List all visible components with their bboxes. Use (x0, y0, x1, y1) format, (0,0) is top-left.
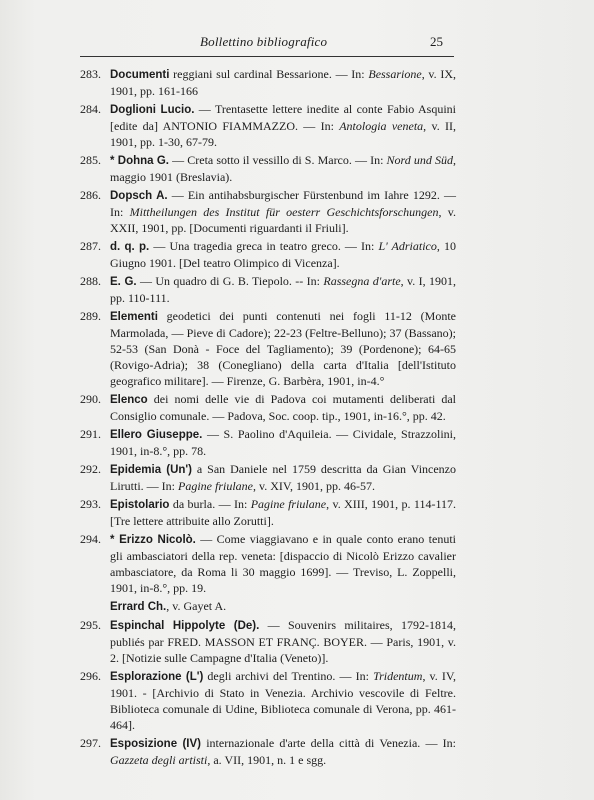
entry-text: — Ein antihabsburgischer Fürstenbund im Iahre 1292. — In: (110, 188, 456, 219)
entry-text: — S. Paolino d'Aquileia. — Cividale, Strazzolini, 1901, in-8.°, pp. 78. (110, 427, 457, 458)
bibliography-entry (80, 152, 456, 185)
entry-text: — Souvenirs militaires, 1792-1814, publiés par FRED. MASSON ET FRANÇ. BOYER. — Paris, 1901, v. 2. [Notizie sulle Campagne d'Italia (Veneto)]. (110, 618, 456, 665)
entry-journal: Rassegna d'arte (323, 274, 401, 288)
bibliography-entry (80, 101, 456, 150)
entry-tail: , v. XIV, 1901, pp. 46-57. (253, 479, 375, 493)
entry-tail: , v. IX, 1901, pp. 161-166 (110, 67, 456, 98)
entry-number: 293. (80, 497, 101, 511)
entry-journal: Pagine friulane (250, 497, 327, 511)
entry-number: 284. (80, 102, 101, 116)
entry-journal: Nord und Süd (386, 153, 453, 167)
bibliography-entry (80, 426, 456, 459)
entry-number: 297. (80, 736, 101, 750)
page-number: 25 (430, 34, 443, 49)
entry-text: da burla. — In: (169, 497, 251, 511)
entry-author: Epidemia (Un') (110, 464, 192, 476)
entry-number: 283. (80, 67, 101, 81)
entry-author: Epistolario (110, 499, 170, 511)
entry-author: Elenco (110, 394, 148, 406)
bibliography-entry (80, 531, 456, 596)
entry-journal: Tridentum (373, 669, 423, 683)
entry-text: dei nomi delle vie di Padova coi mutamenti deliberati dal Consiglio comunale. — Padova, Soc. coop. tip., 1901, in-16.°, pp. 42. (110, 392, 456, 423)
entry-number: 292. (80, 462, 101, 476)
bibliography-entry (80, 668, 456, 733)
bibliography-entry (80, 735, 456, 768)
entry-tail: , v. XXII, 1901, pp. [Documenti riguardanti il Friuli]. (110, 205, 456, 235)
entry-journal: Mittheilungen des Institut für oesterr Geschichtsforschungen (129, 205, 439, 219)
entry-number: 285. (80, 153, 101, 167)
entry-text: a San Daniele nel 1759 descritta da Gian Vincenzo Lirutti. — In: (110, 462, 457, 493)
bibliography-entry (80, 617, 456, 666)
entry-journal: L' Adriatico (378, 239, 437, 253)
entry-author: Dopsch A. (110, 190, 168, 202)
entry-text: reggiani sul cardinal Bessarione. — In: (169, 67, 369, 81)
entry-author: Esplorazione (L') (110, 671, 204, 683)
entry-author: Errard Ch. (110, 601, 167, 613)
entry-tail: , v. IV, 1901. - [Archivio di Stato in Venezia. Archivio vescovile di Feltre. Biblioteca comunale di Udine, Biblioteca comunale di Verona, pp. 461-464]. (110, 669, 457, 732)
entry-author: Elementi (110, 311, 158, 323)
entry-author: Doglioni Lucio. (110, 104, 195, 116)
entry-text: internazionale d'arte della città di Venezia. — In: (201, 736, 456, 750)
bibliography-entry (80, 187, 456, 236)
entry-author: Ellero Giuseppe. (110, 429, 203, 441)
entry-number: 290. (80, 392, 101, 406)
entry-text: — Creta sotto il vessillo di S. Marco. — In: (169, 153, 387, 167)
entry-tail: , v. II, 1901, pp. 1-30, 67-79. (110, 119, 456, 149)
entry-number: 295. (80, 618, 101, 632)
entry-number: 296. (80, 669, 101, 683)
header-rule (80, 56, 454, 57)
entry-number: 286. (80, 188, 101, 202)
entry-text: — Trentasette lettere inedite al conte Fabio Asquini [edite da] ANTONIO FIAMMAZZO. — In: (110, 102, 456, 133)
entry-author: Esposizione (IV) (110, 738, 202, 750)
journal-title: Bollettino bibliografico (200, 34, 328, 49)
running-header (0, 34, 594, 52)
entry-author: * Dohna G. (110, 155, 170, 167)
entry-journal: Gazzeta degli artisti (110, 753, 208, 767)
entry-text: — Un quadro di G. B. Tiepolo. -- In: (136, 274, 324, 288)
entry-tail: , maggio 1901 (Breslavia). (110, 153, 456, 184)
entry-number: 287. (80, 239, 101, 253)
entry-text: — Come viaggiavano e in quale conto erano tenuti gli ambasciatori della rep. veneta: [dispaccio di Nicolò Erizzo cavalier ambasciatore, da Roma li 30 maggio 1699]. — Treviso, L. Zoppelli, 1901, in-8.°, pp. 19. (110, 532, 456, 595)
entry-tail: , 10 Giugno 1901. [Del teatro Olimpico di Vicenza]. (110, 239, 456, 270)
bibliography-entry (80, 461, 456, 494)
entry-text: , v. Gayet A. (166, 599, 227, 613)
bibliography-entry (80, 238, 456, 271)
entry-author: * Erizzo Nicolò. (110, 534, 196, 546)
entry-author: E. G. (110, 276, 137, 288)
entry-journal: Pagine friulane (178, 479, 253, 493)
entry-text: — Una tragedia greca in teatro greco. — In: (149, 239, 379, 253)
entry-text: geodetici dei punti contenuti nei fogli 11-12 (Monte Marmolada, — Pieve di Cadore); 22-23 (Feltre-Belluno); 37 (Bassano); 52-53 (San Donà - Foce del Tagliamento); 39 (Pordenone); 64-65 (Rovigo-Adria); 38 (Conegliano) della carta d'Italia [dell'Istituto geografico militare]. — Firenze, G. Barbèra, 1901, in-4.° (110, 309, 456, 388)
bibliography-entry (80, 496, 456, 529)
bibliography-entry (80, 391, 456, 424)
entry-number: 291. (80, 427, 101, 441)
entry-author: Documenti (110, 69, 170, 81)
bibliography-entry (80, 273, 456, 306)
entry-number: 294. (80, 532, 101, 546)
entry-journal: Bessarione (368, 67, 422, 81)
entry-author: d. q. p. (110, 241, 150, 253)
bibliography-entry (80, 66, 456, 99)
entry-text: degli archivi del Trentino. — In: (203, 669, 374, 683)
entry-number: 289. (80, 309, 101, 323)
cross-reference-entry (80, 598, 456, 615)
entry-number: 288. (80, 274, 101, 288)
entry-journal: Antologia veneta (339, 119, 424, 133)
bibliography-list (80, 66, 456, 770)
entry-tail: , v. I, 1901, pp. 110-111. (110, 274, 457, 305)
entry-author: Espinchal Hippolyte (De). (110, 620, 260, 632)
entry-tail: , a. VII, 1901, n. 1 e sgg. (207, 753, 327, 767)
bibliography-entry (80, 308, 456, 389)
entry-tail: , v. XIII, 1901, p. 114-117. [Tre lettere attribuite allo Zorutti]. (110, 497, 457, 528)
